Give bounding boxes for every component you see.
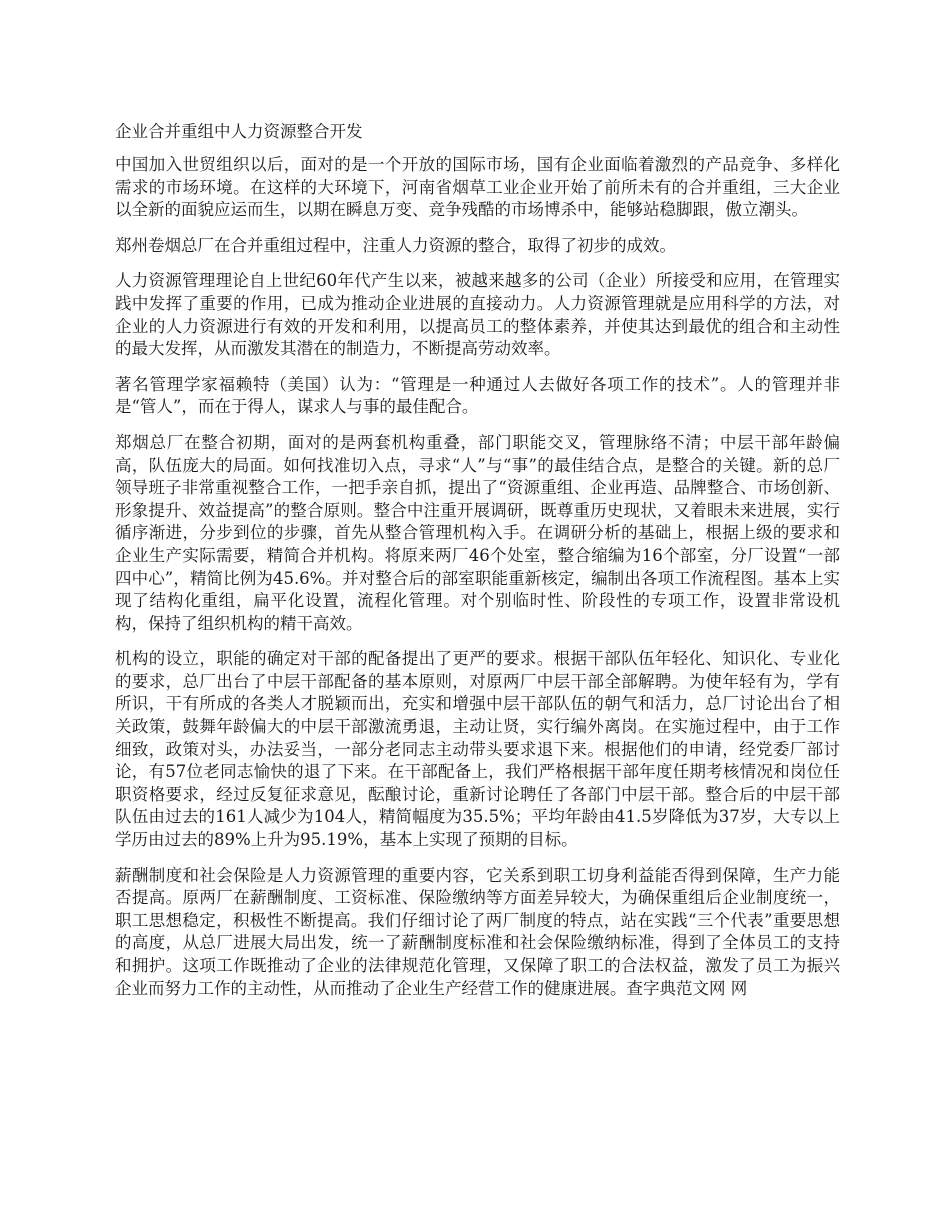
paragraph-7: 薪酬制度和社会保险是人力资源管理的重要内容，它关系到职工切身利益能否得到保障，生产力能否提高。原两厂在薪酬制度、工资标准、保险缴纳等方面差异较大，为确保重组后企业制度统一，职工思想稳定，积极性不断提高。我们仔细讨论了两厂制度的特点，站在实践“三个代表”重要思想的高度，从总厂进展大局出发，统一了薪酬制度标准和社会保险缴纳标准，得到了全体员工的支持和拥护。这项工作既推动了企业的法律规范化管理，又保障了职工的合法权益，激发了员工为振兴企业而努力工作的主动性，从而推动了企业生产经营工作的健康进展。查字典范文网 网 <box>115 865 840 998</box>
paragraph-4: 著名管理学家福赖特（美国）认为：“管理是一种通过人去做好各项工作的技术”。人的管理并非是“管人”，而在于得人，谋求人与事的最佳配合。 <box>115 374 840 417</box>
document-page <box>115 120 840 1013</box>
paragraph-5: 郑烟总厂在整合初期，面对的是两套机构重叠，部门职能交叉，管理脉络不清；中层干部年龄偏高，队伍庞大的局面。如何找准切入点，寻求“人”与“事”的最佳结合点，是整合的关键。新的总厂领导班子非常重视整合工作，一把手亲自抓，提出了“资源重组、企业再造、品牌整合、市场创新、形象提升、效益提高”的整合原则。整合中注重开展调研，既尊重历史现状，又着眼未来进展，实行循序渐进，分步到位的步骤，首先从整合管理机构入手。在调研分析的基础上，根据上级的要求和企业生产实际需要，精简合并机构。将原来两厂46个处室，整合缩编为16个部室，分厂设置“一部四中心”，精简比例为45.6%。并对整合后的部室职能重新核定，编制出各项工作流程图。基本上实现了结构化重组，扁平化设置，流程化管理。对个别临时性、阶段性的专项工作，设置非常设机构，保持了组织机构的精干高效。 <box>115 432 840 633</box>
paragraph-1: 中国加入世贸组织以后，面对的是一个开放的国际市场，国有企业面临着激烈的产品竞争、多样化需求的市场环境。在这样的大环境下，河南省烟草工业企业开始了前所未有的合并重组，三大企业以全新的面貌应运而生，以期在瞬息万变、竞争残酷的市场博杀中，能够站稳脚跟，傲立潮头。 <box>115 155 840 220</box>
document-title: 企业合并重组中人力资源整合开发 <box>115 122 363 141</box>
paragraph-2: 郑州卷烟总厂在合并重组过程中，注重人力资源的整合，取得了初步的成效。 <box>115 235 676 255</box>
paragraph-3: 人力资源管理理论自上世纪60年代产生以来，被越来越多的公司（企业）所接受和应用，在管理实践中发挥了重要的作用，已成为推动企业进展的直接动力。人力资源管理就是应用科学的方法，对企业的人力资源进行有效的开发和利用，以提高员工的整体素养，并使其达到最优的组合和主动性的最大发挥，从而激发其潜在的制造力，不断提高劳动效率。 <box>115 271 840 359</box>
paragraph-6: 机构的设立，职能的确定对干部的配备提出了更严的要求。根据干部队伍年轻化、知识化、专业化的要求，总厂出台了中层干部配备的基本原则，对原两厂中层干部全部解聘。为使年轻有为，学有所识，干有所成的各类人才脱颖而出，充实和增强中层干部队伍的朝气和活力，总厂讨论出台了相关政策，鼓舞年龄偏大的中层干部激流勇退，主动让贤，实行编外离岗。在实施过程中，由于工作细致，政策对头，办法妥当，一部分老同志主动带头要求退下来。根据他们的申请，经党委厂部讨论，有57位老同志愉快的退了下来。在干部配备上，我们严格根据干部年度任期考核情况和岗位任职资格要求，经过反复征求意见，酝酿讨论，重新讨论聘任了各部门中层干部。整合后的中层干部队伍由过去的161人减少为104人，精简幅度为35.5%；平均年龄由41.5岁降低为37岁，大专以上学历由过去的89%上升为95.19%，基本上实现了预期的目标。 <box>115 649 840 850</box>
